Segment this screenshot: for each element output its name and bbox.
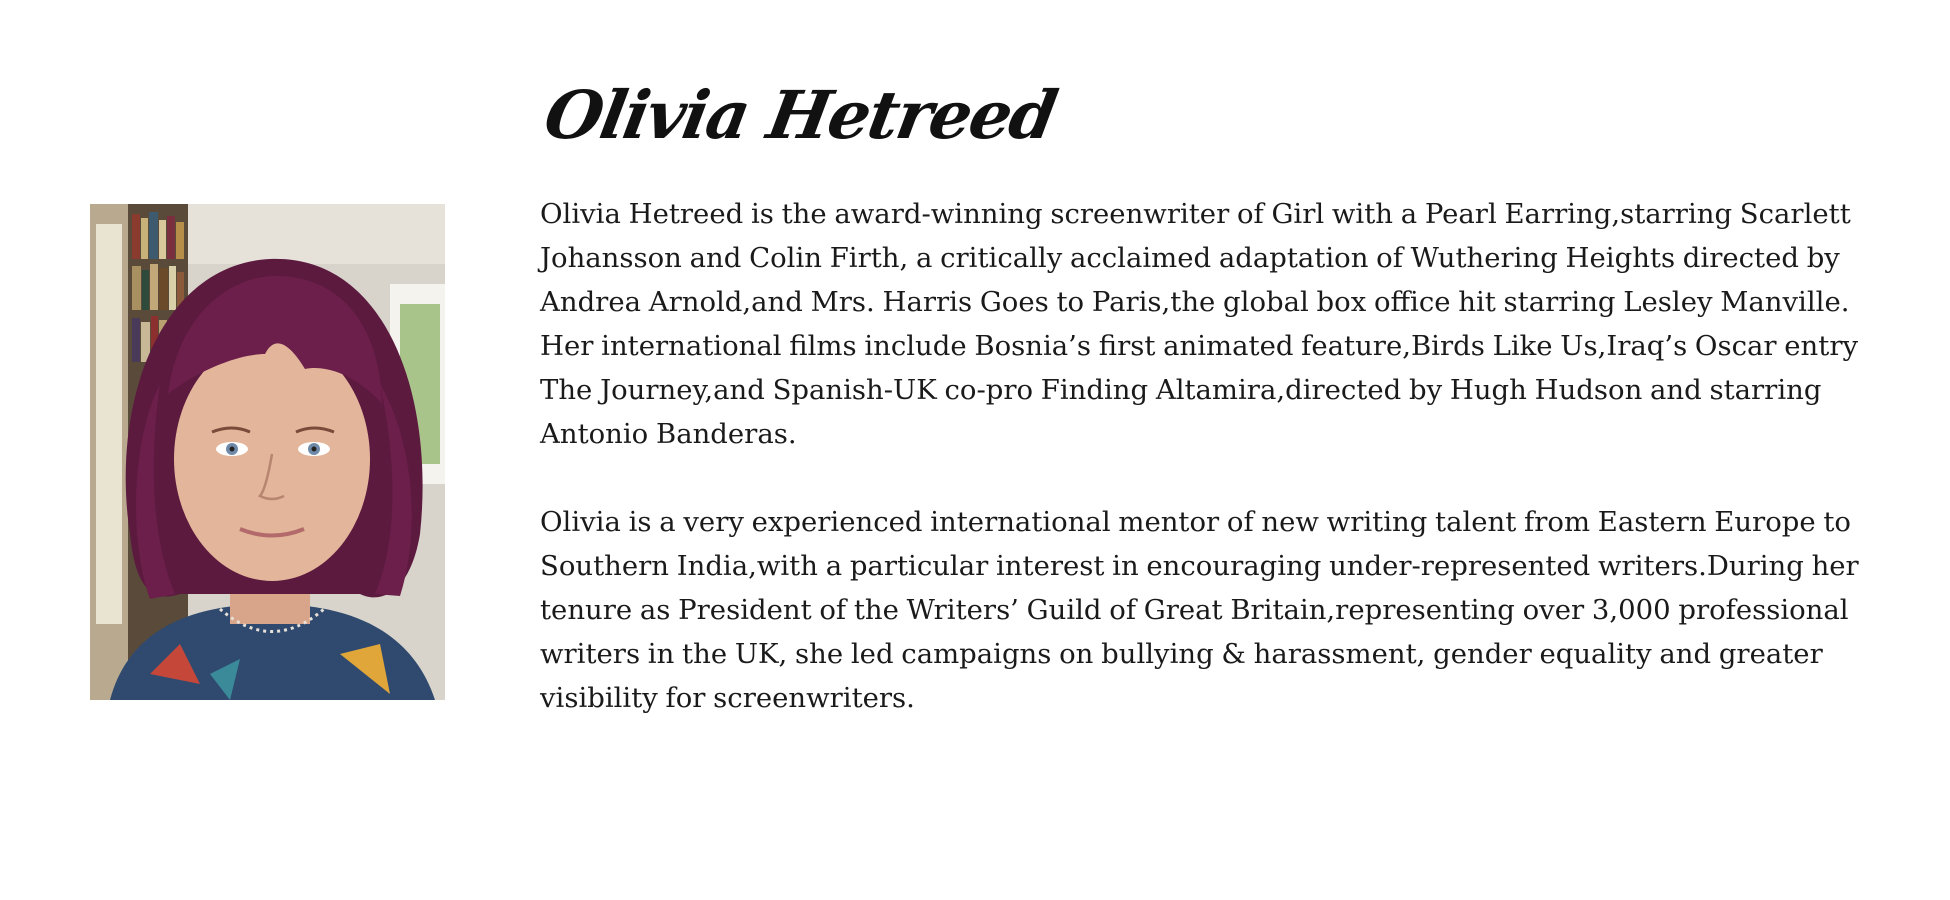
page-title: Olivia Hetreed [538,76,1062,154]
portrait-illustration [90,204,445,700]
bio-section [538,76,1880,764]
bio-paragraph-2: Olivia is a very experienced international mentor of new writing talent from Eastern Europe to Southern India,with a particular interest in encouraging under-represented writers.During her tenure as President of the Writers’ Guild of Great Britain,representing over 3,000 professional writers in the UK, she led campaigns on bullying & harassment, gender equality and greater visibility for screenwriters. [540,506,1859,714]
bio-paragraph-1: Olivia Hetreed is the award-winning screenwriter of Girl with a Pearl Earring,starring Scarlett Johansson and Colin Firth, a critically acclaimed adaptation of Wuthering Heights directed by Andrea Arnold,and Mrs. Harris Goes to Paris,the global box office hit starring Lesley Manville. Her international films include Bosnia’s first animated feature,Birds Like Us,Iraq’s Oscar entry The Journey,and Spanish-UK co-pro Finding Altamira,directed by Hugh Hudson and starring Antonio Banderas. [540,198,1858,450]
portrait-photo [90,204,445,700]
